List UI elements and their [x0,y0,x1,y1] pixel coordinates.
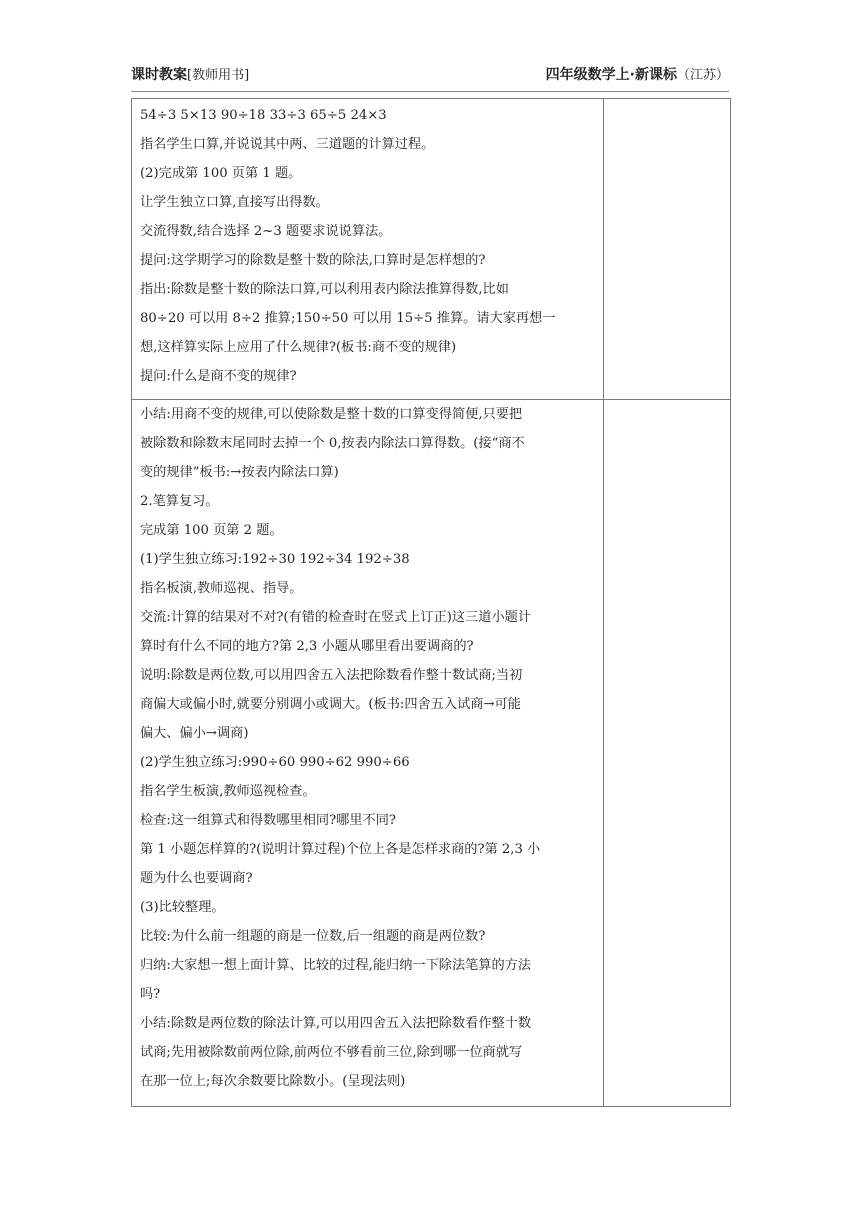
text-line: 试商;先用被除数前两位除,前两位不够看前三位,除到哪一位商就写 [140,1045,523,1060]
text-line: 想,这样算实际上应用了什么规律?(板书:商不变的规律) [140,340,457,355]
text-line: 小结:用商不变的规律,可以使除数是整十数的口算变得简便,只要把 [140,407,523,422]
header-right [546,64,729,84]
text-line: 提问:这学期学习的除数是整十数的除法,口算时是怎样想的? [140,253,486,268]
text-line: 比较:为什么前一组题的商是一位数,后一组题的商是两位数? [140,929,486,944]
text-line: 吗? [140,987,161,1002]
text-line: (3)比较整理。 [140,900,225,915]
table-row [132,400,731,1107]
book-region: （江苏） [676,68,729,83]
text-line: 变的规律”板书:→按表内除法口算) [140,465,339,480]
text-line: 归纳:大家想一想上面计算、比较的过程,能归纳一下除法笔算的方法 [140,958,532,973]
text-line: (2)完成第 100 页第 1 题。 [140,166,302,181]
table-row [132,99,731,400]
notes-cell [604,400,731,1107]
text-line: 54÷3 5×13 90÷18 33÷3 65÷5 24×3 [140,108,387,123]
text-line: 指名学生口算,并说说其中两、三道题的计算过程。 [140,137,435,152]
text-line: 指出:除数是整十数的除法口算,可以利用表内除法推算得数,比如 [140,282,509,297]
text-line: 算时有什么不同的地方?第 2,3 小题从哪里看出要调商的? [140,639,474,654]
header-subtitle: [教师用书] [187,68,250,83]
text-line: 指名板演,教师巡视、指导。 [140,581,303,596]
text-line: 说明:除数是两位数,可以用四舍五入法把除数看作整十数试商;当初 [140,668,523,683]
text-line: 交流得数,结合选择 2~3 题要求说说算法。 [140,224,392,239]
text-line: 2.笔算复习。 [140,494,219,509]
text-line: 完成第 100 页第 2 题。 [140,523,283,538]
notes-cell [604,99,731,400]
text-line: 提问:什么是商不变的规律? [140,369,297,384]
header-left [131,64,249,84]
text-line: 小结:除数是两位数的除法计算,可以用四舍五入法把除数看作整十数 [140,1016,532,1031]
text-line: 指名学生板演,教师巡视检查。 [140,784,316,799]
text-line: 商偏大或偏小时,就要分别调小或调大。(板书:四舍五入试商→可能 [140,697,521,712]
text-line: (1)学生独立练习:192÷30 192÷34 192÷38 [140,552,410,567]
text-line: 在那一位上;每次余数要比除数小。(呈现法则) [140,1074,406,1089]
header-divider [131,91,729,92]
text-line: 被除数和除数末尾同时去掉一个 0,按表内除法口算得数。(接“商不 [140,436,525,451]
text-line: 第 1 小题怎样算的?(说明计算过程)个位上各是怎样求商的?第 2,3 小 [140,842,541,857]
text-line: (2)学生独立练习:990÷60 990÷62 990÷66 [140,755,410,770]
content-cell [132,400,604,1107]
lesson-table [131,98,731,1107]
text-line: 让学生独立口算,直接写出得数。 [140,195,329,210]
text-line: 检查:这一组算式和得数哪里相同?哪里不同? [140,813,396,828]
text-line: 偏大、偏小→调商) [140,726,249,741]
header-title: 课时教案 [131,67,187,83]
content-cell [132,99,604,400]
text-line: 80÷20 可以用 8÷2 推算;150÷50 可以用 15÷5 推算。请大家再想一 [140,311,556,326]
page-header [131,64,729,86]
text-line: 交流:计算的结果对不对?(有错的检查时在竖式上订正)这三道小题计 [140,610,532,625]
text-line: 题为什么也要调商? [140,871,253,886]
book-title: 四年级数学上·新课标 [545,67,677,83]
